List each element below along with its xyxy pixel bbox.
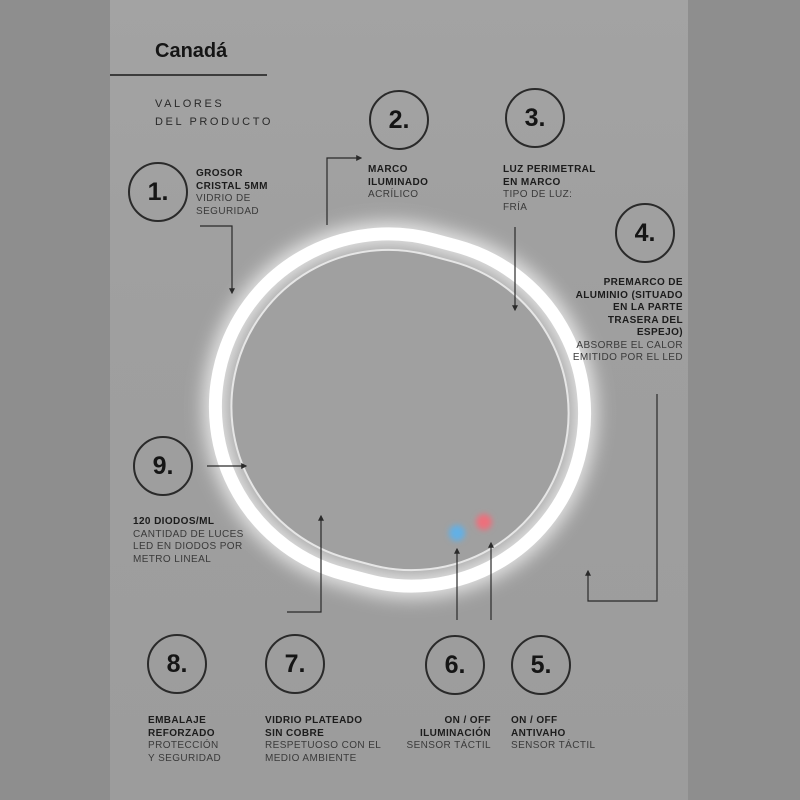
feature-detail: EMITIDO POR EL LED <box>572 352 683 363</box>
feature-heading: EN MARCO <box>503 176 561 188</box>
feature-9-number: 9. <box>133 436 193 496</box>
feature-heading: ON / OFF <box>511 715 558 726</box>
feature-2-number: 2. <box>369 90 429 150</box>
feature-7-label <box>265 715 381 765</box>
feature-detail: Y SEGURIDAD <box>148 752 222 764</box>
feature-2-label <box>368 164 428 202</box>
feature-heading: MARCO <box>368 164 408 175</box>
feature-heading: CRISTAL 5MM <box>196 180 268 192</box>
leader-line-2 <box>327 158 361 225</box>
mirror-glass <box>196 215 604 606</box>
feature-3-number: 3. <box>505 88 565 148</box>
subtitle-line: DEL PRODUCTO <box>155 116 273 128</box>
feature-heading: EN LA PARTE <box>613 302 683 313</box>
feature-4-number: 4. <box>615 203 675 263</box>
feature-heading: EMBALAJE <box>148 715 207 726</box>
feature-heading: TRASERA DEL <box>607 314 683 326</box>
feature-heading: ALUMINIO (SITUADO <box>575 289 683 301</box>
feature-heading: ANTIVAHO <box>511 727 566 739</box>
feature-4-label <box>555 277 683 365</box>
feature-3-label <box>503 164 596 214</box>
sensor-defog-icon <box>476 514 492 530</box>
feature-5-number: 5. <box>511 635 571 695</box>
feature-1-label <box>196 168 268 218</box>
feature-6-label <box>392 715 491 753</box>
feature-heading: ESPEJO) <box>636 327 683 338</box>
feature-detail: RESPETUOSO CON EL <box>265 740 382 751</box>
feature-detail: LED EN DIODOS POR <box>133 541 243 552</box>
feature-detail: SENSOR TÁCTIL <box>511 740 596 751</box>
feature-detail: TIPO DE LUZ: <box>503 189 573 200</box>
feature-8-number: 8. <box>147 634 207 694</box>
feature-detail: SENSOR TÁCTIL <box>406 740 491 751</box>
section-subtitle <box>155 95 273 131</box>
feature-detail: PROTECCIÓN <box>148 740 219 751</box>
title-divider <box>110 74 267 76</box>
feature-heading: SIN COBRE <box>265 727 325 739</box>
feature-detail: ACRÍLICO <box>368 189 419 200</box>
feature-heading: GROSOR <box>196 168 243 179</box>
feature-detail: VIDRIO DE <box>196 193 251 204</box>
feature-heading: ILUMINADO <box>368 176 429 188</box>
feature-9-label <box>133 516 244 566</box>
feature-detail: MEDIO AMBIENTE <box>265 752 357 764</box>
feature-heading: PREMARCO DE <box>603 277 683 288</box>
leader-line-1 <box>200 226 232 293</box>
feature-7-number: 7. <box>265 634 325 694</box>
feature-5-label <box>511 715 595 753</box>
feature-detail: CANTIDAD DE LUCES <box>133 528 244 540</box>
feature-heading: 120 DIODOS/ML <box>133 516 215 527</box>
sensor-light-icon <box>449 525 465 541</box>
feature-heading: LUZ PERIMETRAL <box>503 164 596 175</box>
feature-heading: ON / OFF <box>444 715 491 726</box>
feature-heading: ILUMINACIÓN <box>419 727 491 739</box>
feature-detail: METRO LINEAL <box>133 553 212 565</box>
feature-6-number: 6. <box>425 635 485 695</box>
page-title: Canadá <box>155 40 228 62</box>
leader-line-4 <box>588 394 657 601</box>
feature-8-label <box>148 715 221 765</box>
subtitle-line: VALORES <box>155 98 225 110</box>
feature-heading: VIDRIO PLATEADO <box>265 715 363 726</box>
feature-detail: ABSORBE EL CALOR <box>576 339 683 351</box>
feature-heading: REFORZADO <box>148 727 215 739</box>
feature-detail: FRÍA <box>503 201 528 213</box>
feature-detail: SEGURIDAD <box>196 205 260 217</box>
feature-1-number: 1. <box>128 162 188 222</box>
